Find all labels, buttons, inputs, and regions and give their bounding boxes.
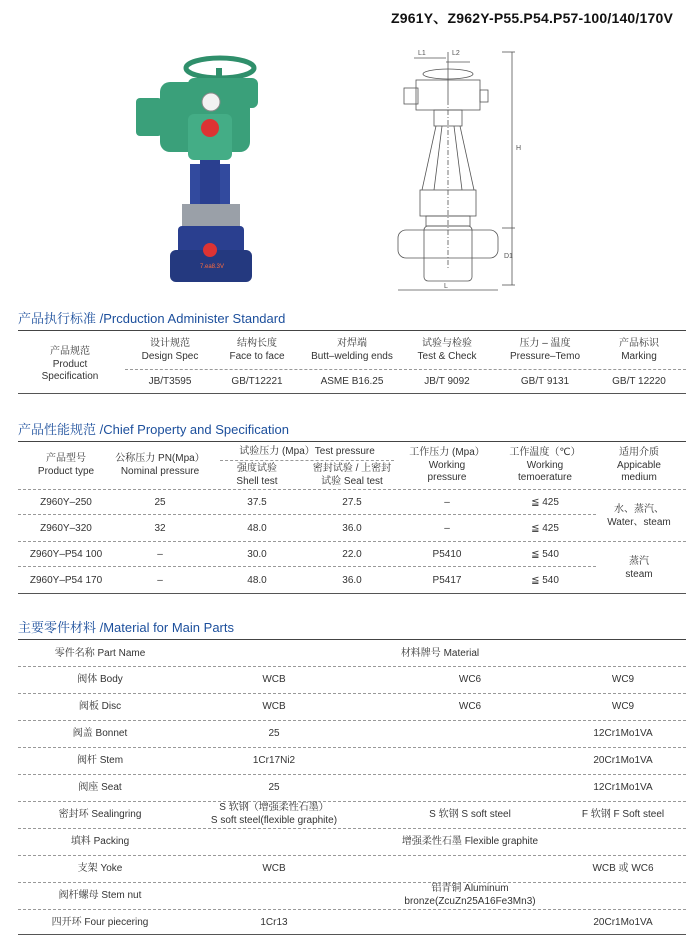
std-header-butt [300,338,404,363]
text: Water、steam [607,516,671,528]
cell: P5417 [432,575,462,586]
material-cell: WCB 或 WC6 [592,863,654,874]
divider [18,639,686,640]
std-header-test [402,338,492,363]
std-header-face [212,338,302,363]
cell: 48.0 [247,575,267,586]
divider [18,593,686,594]
text: steam [625,568,653,580]
text: 水、蒸汽、 [614,504,664,515]
material-cell: WCB [262,701,286,712]
divider [18,489,686,490]
cell: Z960Y–P54 100 [29,549,103,560]
medium-group-1 [595,504,683,529]
cell: Z960Y–P54 170 [29,575,103,586]
prop-header-work-pressure [402,447,492,485]
prop-header-work-temp [495,447,595,485]
divider [18,666,686,667]
material-cell: 20Cr1Mo1VA [593,755,653,766]
divider [18,566,596,567]
cell: – [157,549,163,560]
label-d1: D1 [504,253,513,260]
text: 强度试验 [237,463,277,474]
part-name: 阀盖 Bonnet [72,728,128,739]
divider [18,514,596,515]
text: 试验 Seal test [321,475,383,487]
divider [18,774,686,775]
material-cell: S 软钢（增强柔性石墨） S soft steel(flexible graphite) [210,802,338,826]
medium-group-2 [595,556,683,581]
cell: – [444,497,450,508]
label-l1: L1 [418,50,426,57]
mat-header-part: 零件名称 Part Name [54,648,146,659]
cell: 27.5 [342,497,362,508]
section-title-standard: 产品执行标准 /Prcduction Administer Standard [18,311,286,326]
text: 产品型号 [46,453,86,464]
text: Marking [621,350,657,362]
text: temoerature [518,472,572,483]
material-cell: 1Cr13 [260,917,288,928]
text: 密封试验 / 上密封 [312,463,392,474]
cell: – [157,575,163,586]
cell: 22.0 [342,549,362,560]
std-value: GB/T 12220 [612,376,666,387]
std-value: GB/T12221 [231,376,283,387]
divider [18,693,686,694]
cell: ≦ 425 [531,497,559,508]
divider [18,828,686,829]
material-cell: 12Cr1Mo1VA [593,782,653,793]
page-title: Z961Y、Z962Y-P55.P54.P57-100/140/170V [391,10,673,26]
cell: – [444,523,450,534]
prop-header-test: 试验压力 (Mpa）Test pressure [239,446,375,457]
text: Face to face [229,350,285,362]
label-l2: L2 [452,50,460,57]
part-name: 阀杆 Stem [76,755,124,766]
text: 结构长度 [237,338,277,349]
divider [18,934,686,935]
cell: 36.0 [342,523,362,534]
part-name: 阀座 Seat [78,782,122,793]
text: Product type [37,465,95,477]
std-header-design [125,338,215,363]
divider [18,441,686,442]
text: 设计规范 [150,338,190,349]
std-header-marking [595,338,683,363]
divider [220,460,394,461]
material-cell: 铝青铜 Aluminum bronze(ZcuZn25A16Fe3Mn3) [404,883,536,907]
material-cell: S 软钢 S soft steel [429,809,511,820]
cell: Z960Y–250 [40,497,92,508]
divider [18,747,686,748]
divider [18,393,686,394]
text: Test & Check [417,350,477,362]
material-cell: WC9 [611,674,635,685]
material-cell: 25 [268,728,280,739]
text: 公称压力 PN(Mpa） [115,453,205,464]
part-name: 填料 Packing [70,836,130,847]
cell: P5410 [432,549,462,560]
section-title-property: 产品性能规范 /Chief Property and Specification [18,422,289,437]
label-l: L [444,283,448,290]
cell: ≦ 540 [531,549,559,560]
material-cell: WC9 [611,701,635,712]
cell: 30.0 [247,549,267,560]
material-cell: WC6 [458,701,482,712]
prop-header-medium [595,447,683,485]
part-name: 支架 Yoke [77,863,123,874]
cell: 32 [154,523,166,534]
label-h: H [516,145,522,152]
cell: ≦ 425 [531,523,559,534]
cell: 37.5 [247,497,267,508]
part-name: 四开环 Four piecering [51,917,149,928]
divider [18,330,686,331]
valve-photo [128,54,278,294]
cell: ≦ 540 [531,575,559,586]
mat-header-material: 材料牌号 Material [400,648,480,659]
prop-header-seal [300,463,404,488]
text: 工作温度（℃） [509,447,581,458]
text: 产品标识 [619,338,659,349]
text: Butt–welding ends [311,350,393,362]
material-cell: WCB [262,674,286,685]
std-row-head [30,346,110,384]
part-name: 阀板 Disc [78,701,122,712]
material-cell: 25 [268,782,280,793]
text: 产品规范 [50,346,90,357]
material-cell: 增强柔性石墨 Flexible graphite [401,836,539,847]
cell: 25 [154,497,166,508]
text: 适用介质 [619,447,659,458]
material-cell: F 软钢 F Soft steel [581,809,665,820]
part-name: 阀杆螺母 Stem nut [58,890,142,901]
material-cell: WC6 [458,674,482,685]
prop-header-shell [212,463,302,488]
cell: 36.0 [342,575,362,586]
std-value: GB/T 9131 [520,376,570,387]
std-value: ASME B16.25 [320,376,384,387]
divider [18,882,686,883]
std-value: JB/T 9092 [424,376,470,387]
prop-header-type [20,453,112,478]
text: Working [526,459,564,471]
material-cell: 1Cr17Ni2 [252,755,296,766]
text: pressure [427,472,467,483]
divider [18,909,686,910]
std-value: JB/T3595 [148,376,192,387]
text: 对焊端 [337,338,367,349]
text: 压力 – 温度 [519,338,571,349]
text: Design Spec [141,350,199,362]
section-title-material: 主要零件材料 /Material for Main Parts [18,620,234,635]
valve-drawing [390,40,545,295]
divider [18,720,686,721]
part-name: 阀体 Body [77,674,123,685]
text: 蒸汽 [629,556,649,567]
text: Specification [41,371,99,382]
photo-mark: 7.ea8.3V [200,264,225,270]
text: Nominal pressure [120,465,200,477]
divider [18,541,686,542]
material-cell: 12Cr1Mo1VA [593,728,653,739]
text: 工作压力 (Mpa） [409,447,485,458]
cell: 48.0 [247,523,267,534]
part-name: 密封环 Sealingring [58,809,142,820]
text: Appicable [617,459,661,471]
text: Working [428,459,466,471]
divider [125,369,686,370]
prop-header-pn [108,453,212,478]
text: medium [621,472,657,483]
material-cell: WCB [262,863,286,874]
text: 试验与检验 [422,338,472,349]
text: Shell test [236,475,278,487]
text: Product [52,358,88,370]
divider [18,855,686,856]
divider [18,801,686,802]
text: Pressure–Temo [509,350,581,362]
std-header-pressure [495,338,595,363]
material-cell: 20Cr1Mo1VA [593,917,653,928]
cell: Z960Y–320 [40,523,92,534]
